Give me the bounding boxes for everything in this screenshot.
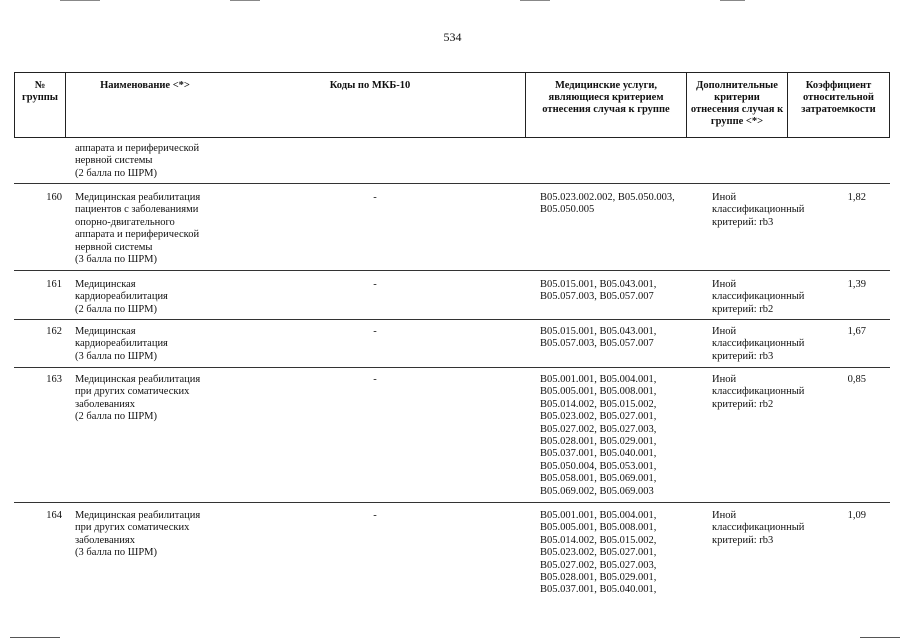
header-group-no: № группы (21, 80, 59, 103)
row-coefficient: 1,82 (847, 192, 866, 203)
row-criteria: Иной классификационный критерий: rb3 (712, 510, 805, 546)
row-services: B05.023.002.002, B05.050.003, B05.050.005 (540, 192, 675, 216)
column-divider (525, 72, 526, 137)
row-icd-codes: - (373, 192, 377, 203)
header-extra-criteria: Дополнительные критерии отнесения случая к группе <*> (690, 80, 784, 127)
row-name: Медицинская реабилитация при других соматических заболеваниях (2 балла по ШРМ) (75, 374, 201, 423)
row-icd-codes: - (373, 326, 377, 337)
row-number: 160 (46, 192, 62, 203)
row-name: Медицинская реабилитация при других соматических заболеваниях (3 балла по ШРМ) (75, 510, 201, 559)
scan-mark (520, 0, 550, 1)
column-divider (14, 72, 15, 137)
row-services: B05.015.001, B05.043.001, B05.057.003, B05.057.007 (540, 279, 657, 303)
column-divider (686, 72, 687, 137)
row-criteria: Иной классификационный критерий: rb3 (712, 326, 805, 362)
row-icd-codes: - (373, 374, 377, 385)
scan-mark (10, 637, 60, 638)
row-coefficient: 1,09 (847, 510, 866, 521)
scan-mark (860, 637, 900, 638)
row-number: 162 (46, 326, 62, 337)
page-number: 534 (443, 30, 462, 44)
row-number: 164 (46, 510, 62, 521)
row-name: Медицинская кардиореабилитация (2 балла по ШРМ) (75, 279, 168, 315)
row-name: Медицинская реабилитация пациентов с заболеваниями опорно-двигательного аппарата и периферической нервной системы (3 балла по ШРМ) (75, 192, 201, 266)
row-coefficient: 1,39 (847, 279, 866, 290)
column-divider (889, 72, 890, 137)
header-top-border (14, 72, 890, 73)
row-coefficient: 1,67 (847, 326, 866, 337)
header-services: Медицинские услуги, являющиеся критерием отнесения случая к группе (542, 80, 670, 115)
row-name: Медицинская кардиореабилитация (3 балла по ШРМ) (75, 326, 168, 362)
header-coefficient: Коэффициент относительной затратоемкости (801, 80, 876, 115)
header-icd-codes: Коды по МКБ-10 (329, 80, 411, 91)
row-separator (14, 319, 890, 320)
row-separator (14, 270, 890, 271)
row-number: 161 (46, 279, 62, 290)
row-icd-codes: - (373, 510, 377, 521)
scan-mark (60, 0, 100, 1)
row-separator (14, 502, 890, 503)
row-separator (14, 183, 890, 184)
row-services: B05.001.001, B05.004.001, B05.005.001, B05.008.001, B05.014.002, B05.015.002, B05.023.002, B05.027.001, B05.027.002, B05.027.003, B05.028.001, B05.029.001, B05.037.001, B05.040.001, (540, 510, 657, 596)
column-divider (787, 72, 788, 137)
scan-mark (720, 0, 745, 1)
scan-mark (230, 0, 260, 1)
row-services: B05.001.001, B05.004.001, B05.005.001, B05.008.001, B05.014.002, B05.015.002, B05.023.002, B05.027.001, B05.027.002, B05.027.003, B05.028.001, B05.029.001, B05.037.001, B05.040.001, B05.050.004, B05.053.001, B05.058.001, B05.069.001, B05.069.002, B05.069.003 (540, 374, 657, 497)
row-services: B05.015.001, B05.043.001, B05.057.003, B05.057.007 (540, 326, 657, 350)
row-name: аппарата и периферической нервной системы (2 балла по ШРМ) (75, 143, 200, 179)
row-icd-codes: - (373, 279, 377, 290)
column-divider (65, 72, 66, 137)
header-name: Наименование <*> (100, 80, 190, 91)
row-criteria: Иной классификационный критерий: rb2 (712, 374, 805, 410)
row-criteria: Иной классификационный критерий: rb2 (712, 279, 805, 315)
row-criteria: Иной классификационный критерий: rb3 (712, 192, 805, 228)
header-bottom-border (14, 137, 890, 138)
row-coefficient: 0,85 (847, 374, 866, 385)
row-separator (14, 367, 890, 368)
row-number: 163 (46, 374, 62, 385)
